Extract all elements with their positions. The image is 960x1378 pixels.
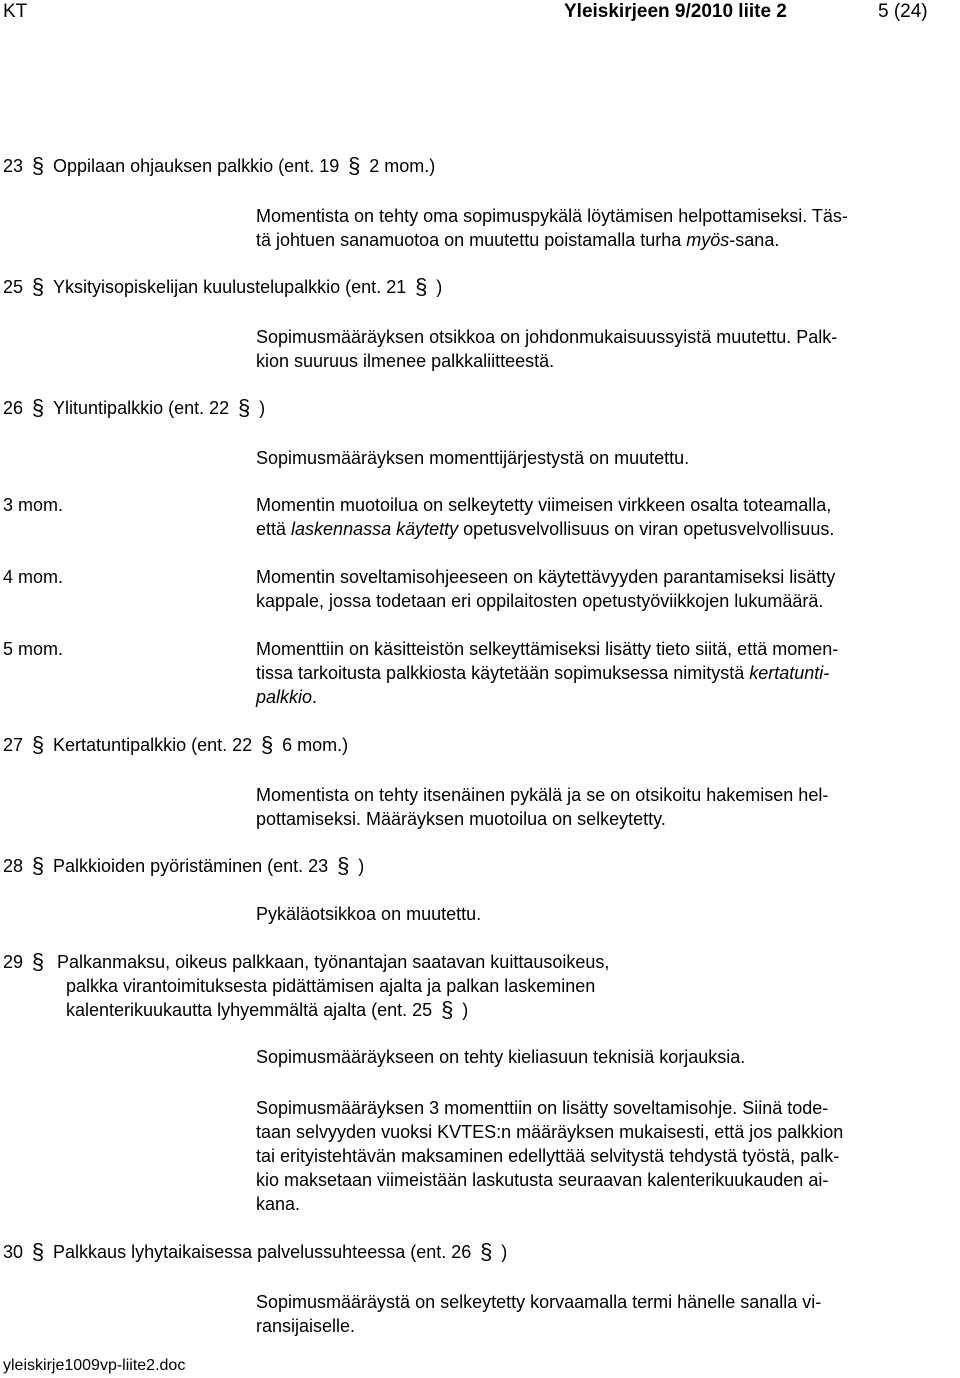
section-number: 26 — [3, 398, 24, 418]
section-symbol: § — [261, 732, 274, 757]
heading-line: palkka virantoimituksesta pidättämisen ajalta ja palkan laskeminen — [66, 976, 596, 996]
paragraph-mom5 — [256, 637, 946, 709]
paragraph-line — [256, 685, 946, 709]
section-symbol: § — [441, 997, 454, 1022]
paragraph-29-a — [256, 1045, 946, 1069]
section-number: 27 — [3, 735, 24, 755]
paragraph-line: Momentista on tehty itsenäinen pykälä ja se on otsikoitu hakemisen hel- — [256, 785, 829, 805]
section-title: Palkkaus lyhytaikaisessa palvelussuhteessa (ent. 26 — [53, 1242, 472, 1262]
emphasis-text: myös — [686, 230, 730, 250]
section-title: kalenterikuukautta lyhyemmältä ajalta (ent. 25 — [66, 1000, 433, 1020]
paragraph-line: Momentin muotoilua on selkeytetty viimeisen virkkeen osalta toteamalla, — [256, 495, 832, 515]
paragraph-line: Momentista on tehty oma sopimuspykälä löytämisen helpottamiseksi. Täs- — [256, 206, 848, 226]
section-heading-30 — [3, 1240, 507, 1264]
paragraph-26 — [256, 446, 946, 470]
section-symbol: § — [31, 274, 45, 299]
page-number: 5 (24) — [878, 1, 928, 22]
section-heading-23 — [3, 154, 435, 178]
section-symbol: § — [31, 1239, 45, 1264]
section-heading-29 — [3, 950, 609, 1022]
paragraph-line: Momentin soveltamisohjeeseen on käytettävyyden parantamiseksi lisätty — [256, 567, 836, 587]
section-heading-28 — [3, 854, 364, 878]
paragraph-28 — [256, 902, 946, 926]
paragraph-line — [256, 517, 946, 541]
section-number: 28 — [3, 856, 24, 876]
paragraph-line: kappale, jossa todetaan eri oppilaitosten opetustyöviikkojen lukumäärä. — [256, 591, 824, 611]
emphasis-text: kertatunti- — [749, 663, 830, 683]
section-title-after: 6 mom.) — [282, 735, 349, 755]
section-symbol: § — [31, 395, 45, 420]
section-symbol: § — [415, 274, 428, 299]
section-title-after: 2 mom.) — [369, 156, 436, 176]
section-title: Ylituntipalkkio (ent. 22 — [53, 398, 230, 418]
moment-label-4: 4 mom. — [3, 567, 64, 587]
section-symbol: § — [348, 153, 361, 178]
paragraph-line — [256, 661, 946, 685]
footer-filename: yleiskirje1009vp-liite2.doc — [3, 1357, 186, 1374]
paragraph-25 — [256, 325, 946, 373]
text-span: tissa tarkoitusta palkkiosta käytetään sopimuksessa nimitystä — [256, 663, 750, 683]
section-symbol: § — [238, 395, 251, 420]
paragraph-line: Sopimusmääräykseen on tehty kieliasuun teknisiä korjauksia. — [256, 1047, 746, 1067]
paragraph-line: ransijaiselle. — [256, 1316, 356, 1336]
paragraph-line: kion suuruus ilmenee palkkaliitteestä. — [256, 351, 555, 371]
paragraph-line: taan selvyyden vuoksi KVTES:n määräyksen mukaisesti, että jos palkkion — [256, 1122, 844, 1142]
section-symbol: § — [31, 949, 45, 974]
section-number: 29 — [3, 952, 24, 972]
section-title: Yksityisopiskelijan kuulustelupalkkio (ent. 21 — [53, 277, 407, 297]
paragraph-line: pottamiseksi. Määräyksen muotoilua on selkeytetty. — [256, 809, 666, 829]
paragraph-line: kio maksetaan viimeistään laskutusta seuraavan kalenterikuukauden ai- — [256, 1170, 829, 1190]
paragraph-line: Sopimusmääräyksen 3 momenttiin on lisätty soveltamisohje. Siinä tode- — [256, 1098, 829, 1118]
text-span: -sana. — [729, 230, 780, 250]
section-number: 25 — [3, 277, 24, 297]
section-symbol: § — [31, 732, 45, 757]
section-symbol: § — [337, 853, 350, 878]
section-title-after: ) — [259, 398, 266, 418]
header-left-label: KT — [3, 1, 28, 22]
paragraph-line: Sopimusmääräyksen otsikkoa on johdonmukaisuussyistä muutettu. Palk- — [256, 327, 838, 347]
text-span: että — [256, 519, 292, 539]
paragraph-line: tai erityistehtävän maksaminen edellyttää selvitystä tehdystä työstä, palk- — [256, 1146, 840, 1166]
section-number: 23 — [3, 156, 24, 176]
section-title-after: ) — [501, 1242, 508, 1262]
section-symbol: § — [31, 153, 45, 178]
emphasis-text: palkkio — [256, 687, 313, 707]
paragraph-mom3 — [256, 493, 946, 541]
section-heading-27 — [3, 733, 348, 757]
section-heading-26 — [3, 396, 265, 420]
section-title: Palkkioiden pyöristäminen (ent. 23 — [53, 856, 329, 876]
paragraph-mom4 — [256, 565, 946, 613]
paragraph-line: Sopimusmääräystä on selkeytetty korvaamalla termi hänelle sanalla vi- — [256, 1292, 822, 1312]
paragraph-29-b — [256, 1096, 946, 1216]
heading-line — [3, 950, 609, 974]
text-span: tä johtuen sanamuotoa on muutettu poistamalla turha — [256, 230, 687, 250]
paragraph-23 — [256, 204, 946, 252]
emphasis-text: laskennassa käytetty — [291, 519, 459, 539]
paragraph-line: Momenttiin on käsitteistön selkeyttämiseksi lisätty tieto siitä, että momen- — [256, 639, 839, 659]
header-title: Yleiskirjeen 9/2010 liite 2 — [564, 1, 787, 22]
moment-label-5: 5 mom. — [3, 639, 64, 659]
section-heading-25 — [3, 275, 442, 299]
section-symbol: § — [31, 853, 45, 878]
paragraph-line: Sopimusmääräyksen momenttijärjestystä on muutettu. — [256, 448, 690, 468]
section-title-after: ) — [436, 277, 443, 297]
moment-label-3: 3 mom. — [3, 495, 64, 515]
section-title-after: ) — [462, 1000, 469, 1020]
paragraph-line: Pykäläotsikkoa on muutettu. — [256, 904, 482, 924]
section-title-after: ) — [358, 856, 365, 876]
text-span: . — [312, 687, 318, 707]
section-title: Oppilaan ohjauksen palkkio (ent. 19 — [53, 156, 340, 176]
paragraph-line — [256, 228, 946, 252]
section-title: Kertatuntipalkkio (ent. 22 — [53, 735, 253, 755]
paragraph-27 — [256, 783, 946, 831]
section-title: Palkanmaksu, oikeus palkkaan, työnantajan saatavan kuittausoikeus, — [57, 952, 610, 972]
heading-line — [3, 998, 609, 1022]
paragraph-line: kana. — [256, 1194, 301, 1214]
paragraph-30 — [256, 1290, 946, 1338]
section-symbol: § — [480, 1239, 493, 1264]
section-number: 30 — [3, 1242, 24, 1262]
text-span: opetusvelvollisuus on viran opetusvelvollisuus. — [458, 519, 835, 539]
